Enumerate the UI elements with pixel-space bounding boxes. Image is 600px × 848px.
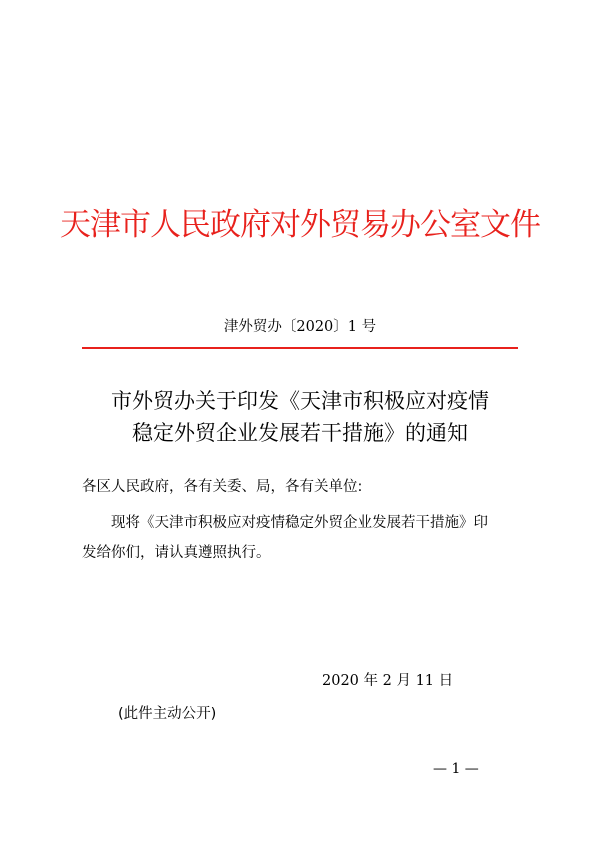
body-paragraph [82,508,522,568]
document-title-line-1: 市外贸办关于印发《天津市积极应对疫情 [111,389,489,413]
body-line-1: 现将《天津市积极应对疫情稳定外贸企业发展若干措施》印 [111,515,488,531]
document-title [0,385,600,449]
body-line-2: 发给你们，请认真遵照执行。 [82,545,271,561]
issue-date: 2020 年 2 月 11 日 [322,673,454,689]
document-title-line-2: 稳定外贸企业发展若干措施》的通知 [132,421,468,445]
red-separator-line [82,347,518,349]
page-number: — 1 — [433,761,479,777]
disclosure-note: (此件主动公开) [118,706,217,722]
document-number: 津外贸办〔2020〕1 号 [223,319,377,335]
recipients-line: 各区人民政府，各有关委、局，各有关单位: [82,479,363,495]
issuer-header: 天津市人民政府对外贸易办公室文件 [60,207,540,243]
